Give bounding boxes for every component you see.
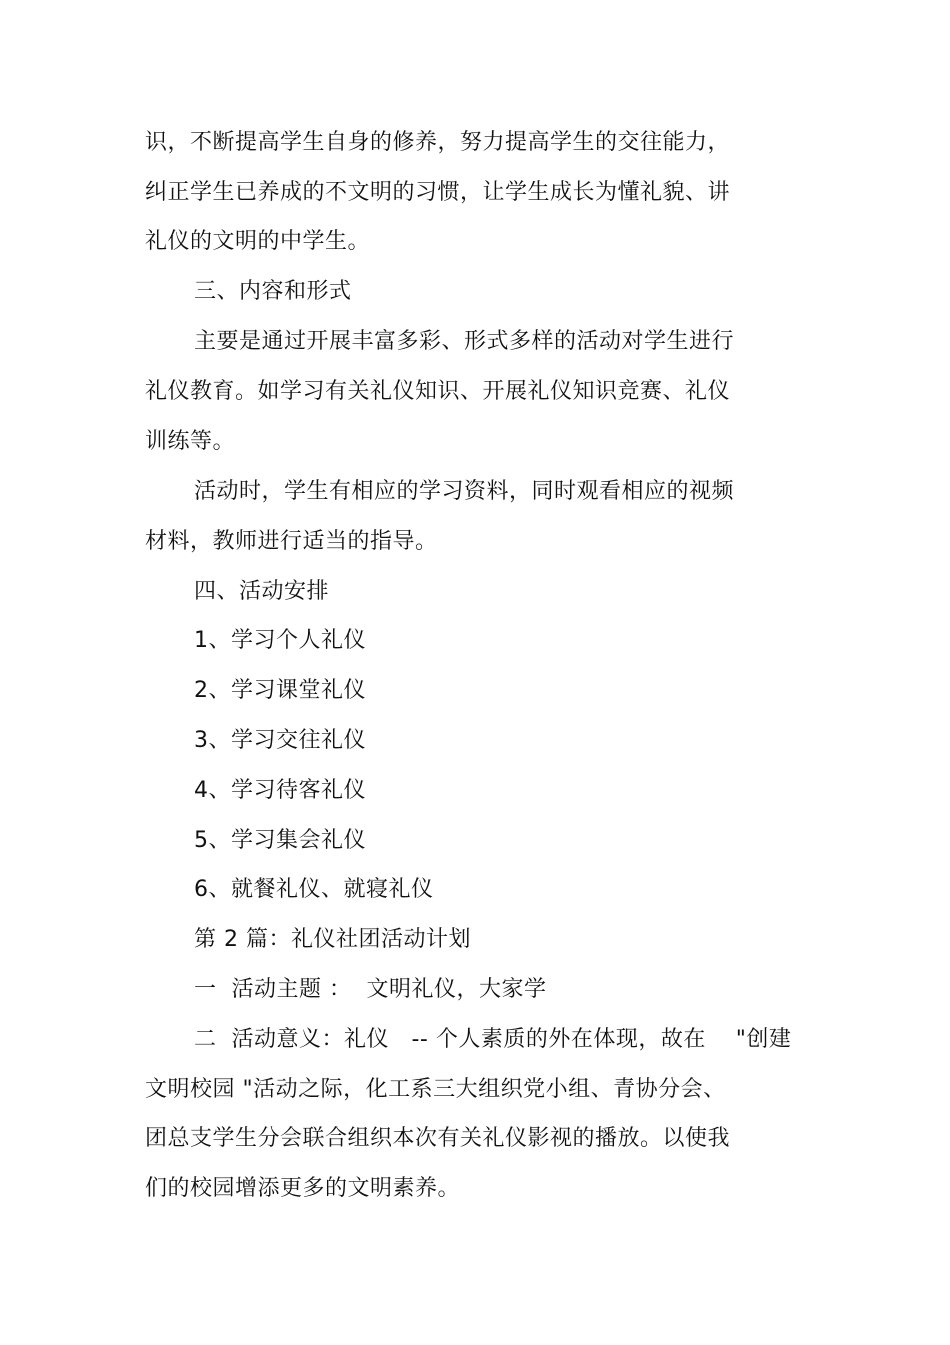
article-title: 第 2 篇：礼仪社团活动计划 xyxy=(194,927,471,952)
list-item: 2、学习课堂礼仪 xyxy=(194,678,366,703)
paragraph-line: 礼仪的文明的中学生。 xyxy=(145,229,371,254)
paragraph-line: 礼仪教育。如学习有关礼仪知识、开展礼仪知识竞赛、礼仪 xyxy=(145,379,731,404)
paragraph-line: 训练等。 xyxy=(145,429,236,454)
list-item: 6、就餐礼仪、就寝礼仪 xyxy=(194,877,434,902)
paragraph-line: 一 活动主题 ： 文明礼仪，大家学 xyxy=(194,977,547,1002)
list-item: 1、学习个人礼仪 xyxy=(194,628,366,653)
paragraph-line: 文明校园 "活动之际，化工系三大组织党小组、青协分会、 xyxy=(145,1077,726,1102)
paragraph-line: 识，不断提高学生自身的修养，努力提高学生的交往能力， xyxy=(145,130,731,155)
paragraph-line: 主要是通过开展丰富多彩、形式多样的活动对学生进行 xyxy=(194,329,735,354)
paragraph-line: 团总支学生分会联合组织本次有关礼仪影视的播放。以使我 xyxy=(145,1126,731,1151)
list-item: 5、学习集会礼仪 xyxy=(194,828,366,853)
paragraph-line: 纠正学生已养成的不文明的习惯，让学生成长为懂礼貌、讲 xyxy=(145,180,731,205)
paragraph-line: 们的校园增添更多的文明素养。 xyxy=(145,1176,461,1201)
section-heading: 四、活动安排 xyxy=(194,579,330,604)
list-item: 4、学习待客礼仪 xyxy=(194,778,366,803)
paragraph-line: 二 活动意义：礼仪 -- 个人素质的外在体现，故在 "创建 xyxy=(194,1027,792,1052)
paragraph-line: 材料，教师进行适当的指导。 xyxy=(145,529,438,554)
section-heading: 三、内容和形式 xyxy=(194,279,352,304)
paragraph-line: 活动时，学生有相应的学习资料，同时观看相应的视频 xyxy=(194,479,735,504)
list-item: 3、学习交往礼仪 xyxy=(194,728,366,753)
